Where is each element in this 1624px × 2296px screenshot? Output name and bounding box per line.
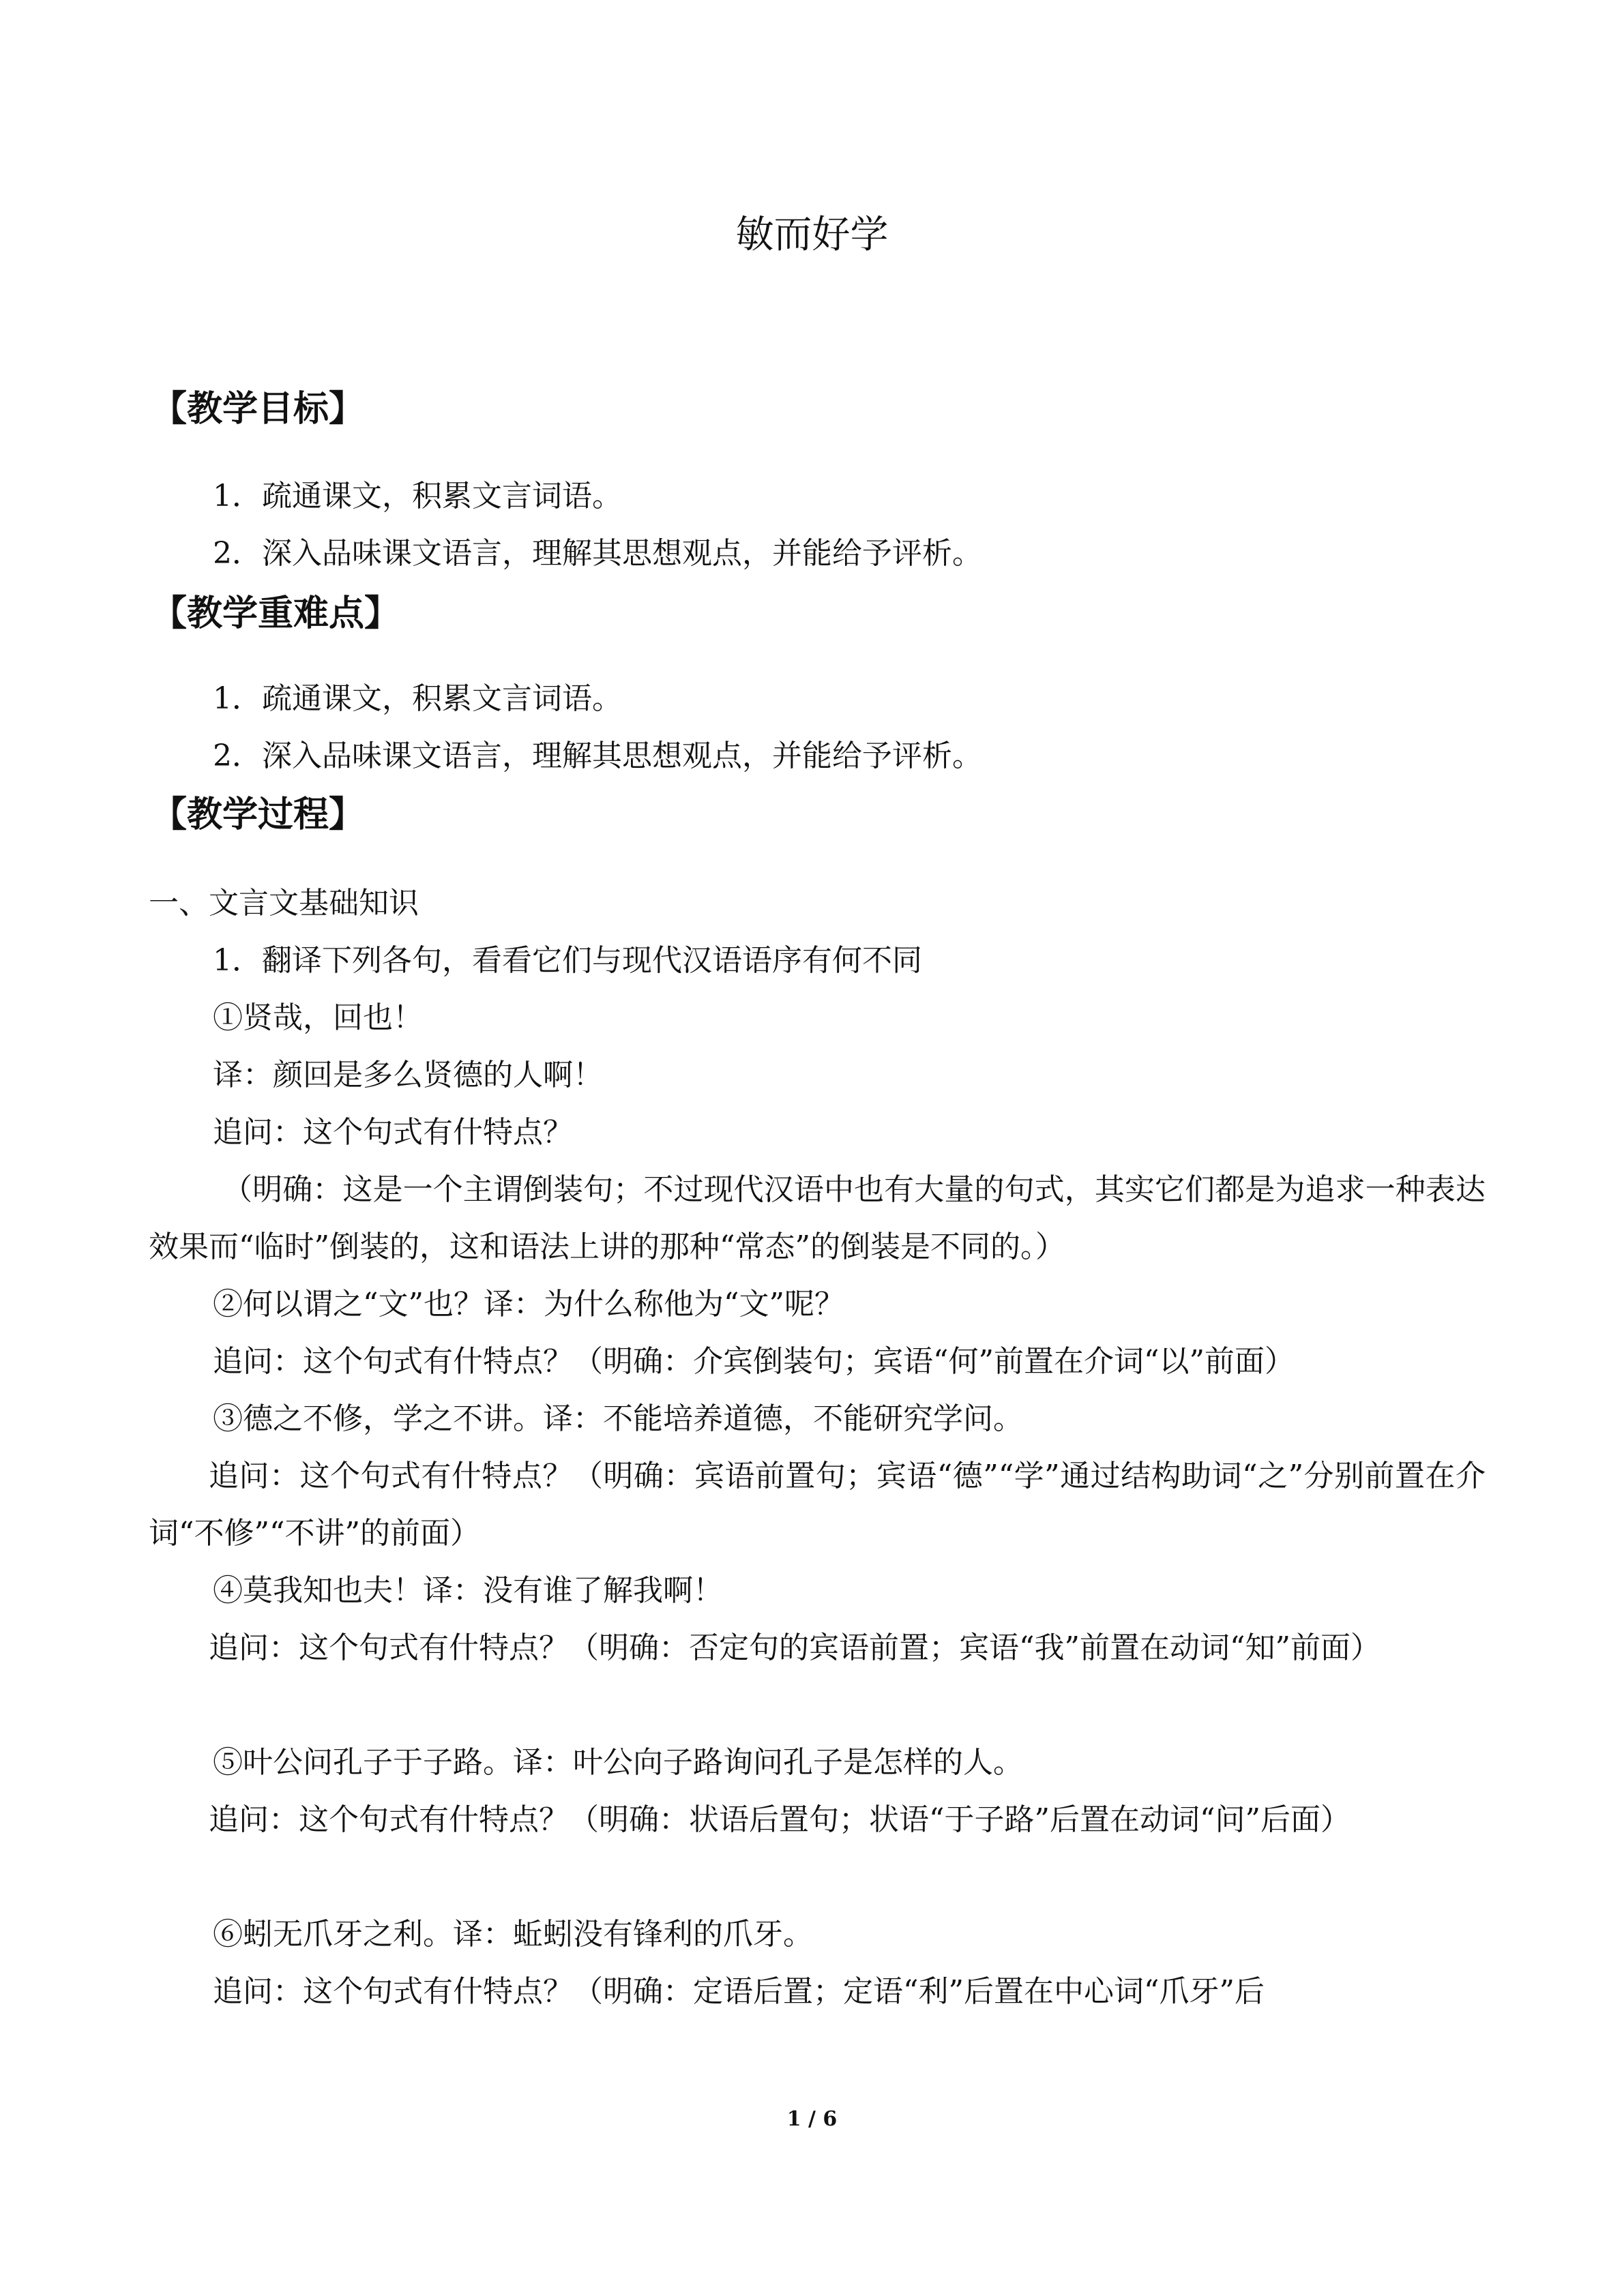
explanation-paragraph: （明确：这是一个主谓倒装句；不过现代汉语中也有大量的句式，其实它们都是为追求一种表达效果而“临时”倒装的，这和语法上讲的那种“常态”的倒装是不同的。） [149, 1172, 1486, 1264]
question-line: 追问：这个句式有什特点？（明确：介宾倒装句；宾语“何”前置在介词“以”前面） [213, 1344, 1295, 1379]
question-paragraph: 追问：这个句式有什特点？（明确：宾语前置句；宾语“德”“学”通过结构助词“之”分别前置在介词“不修”“不讲”的前面） [149, 1459, 1486, 1551]
example-sentence: ④莫我知也夫！译：没有谁了解我啊！ [213, 1573, 723, 1608]
heading-teaching-process: 【教学过程】 [151, 794, 365, 835]
example-sentence: ①贤哉，回也！ [213, 1000, 423, 1035]
goal-item: 2．深入品味课文语言，理解其思想观点，并能给予评析。 [213, 536, 982, 571]
key-point-item: 2．深入品味课文语言，理解其思想观点，并能给予评析。 [213, 739, 982, 773]
question-paragraph: 追问：这个句式有什特点？（明确：否定句的宾语前置；宾语“我”前置在动词“知”前面） [209, 1630, 1381, 1665]
key-point-item: 1．疏通课文，积累文言词语。 [213, 681, 622, 716]
question-line: 追问：这个句式有什特点？（明确：定语后置；定语“利”后置在中心词“爪牙”后 [213, 1974, 1265, 2009]
question-line: 追问：这个句式有什特点？ [213, 1115, 573, 1150]
translation-line: 译：颜回是多么贤德的人啊！ [213, 1058, 603, 1092]
question-paragraph: 追问：这个句式有什特点？（明确：状语后置句；状语“于子路”后置在动词“问”后面） [209, 1802, 1350, 1837]
example-sentence: ⑥蚓无爪牙之利。译：蚯蚓没有锋利的爪牙。 [213, 1917, 813, 1952]
example-sentence: ⑤叶公问孔子于子路。译：叶公向子路询问孔子是怎样的人。 [213, 1745, 1023, 1780]
page-title: 敏而好学 [735, 213, 889, 257]
section-part-one: 一、文言文基础知识 [149, 886, 419, 921]
heading-key-points: 【教学重难点】 [151, 593, 400, 634]
page-number: 1 / 6 [786, 2107, 838, 2131]
heading-teaching-goals: 【教学目标】 [151, 389, 365, 430]
example-sentence: ②何以谓之“文”也？译：为什么称他为“文”呢？ [213, 1287, 844, 1322]
body-line: 1．翻译下列各句，看看它们与现代汉语语序有何不同 [213, 943, 922, 978]
goal-item: 1．疏通课文，积累文言词语。 [213, 479, 622, 513]
example-sentence: ③德之不修，学之不讲。译：不能培养道德，不能研究学问。 [213, 1401, 1023, 1436]
